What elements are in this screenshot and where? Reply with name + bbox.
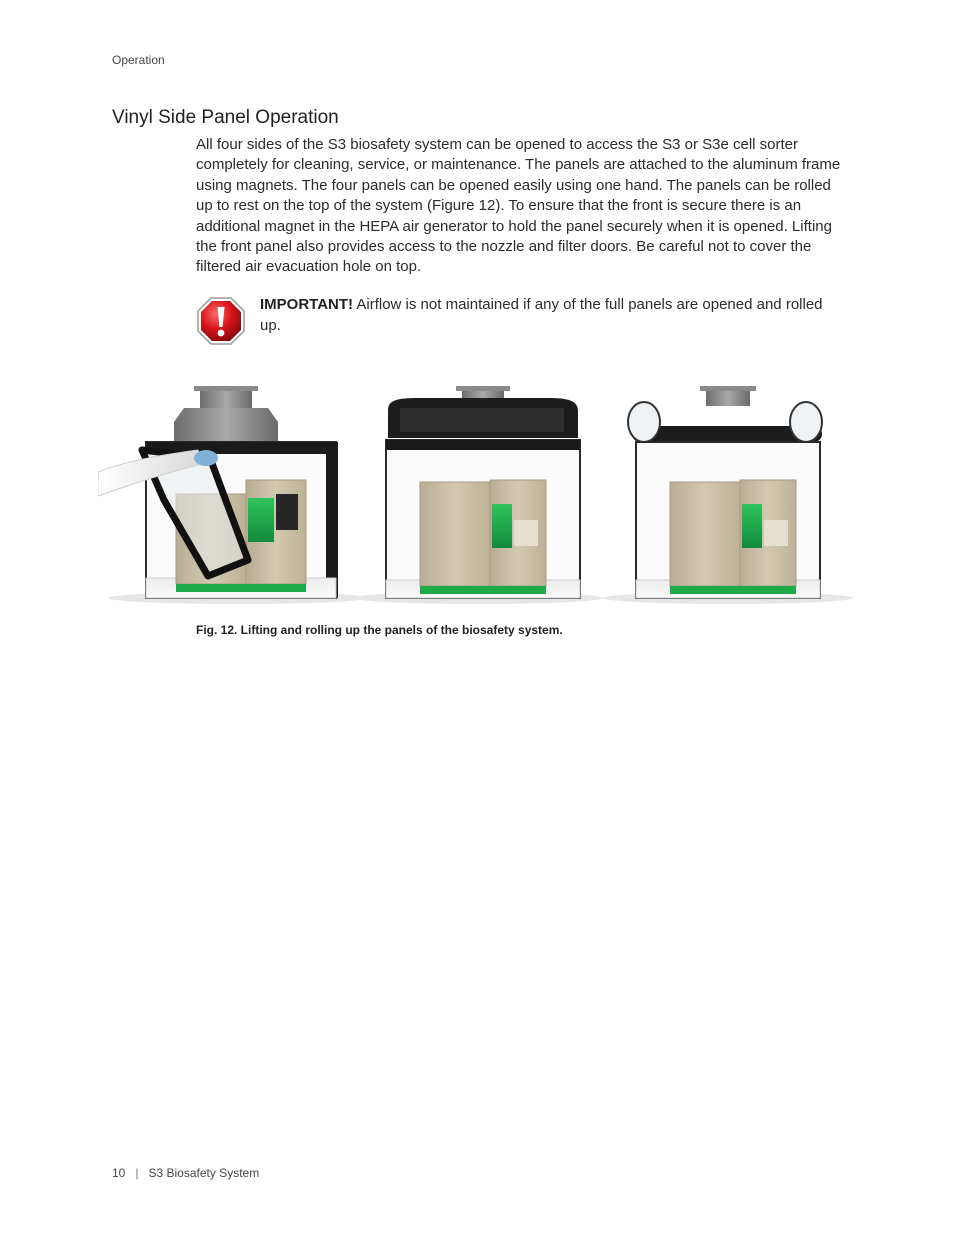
footer-document-title: S3 Biosafety System — [148, 1166, 260, 1180]
warning-exclamation-icon — [196, 296, 246, 346]
running-head: Operation — [112, 53, 165, 67]
figure-12 — [98, 380, 858, 606]
page-footer — [112, 1166, 259, 1180]
important-label: IMPORTANT! — [260, 296, 354, 313]
photo-panel-rolling-up — [353, 386, 603, 604]
important-note — [196, 294, 846, 348]
page-number: 10 — [112, 1166, 126, 1180]
important-message: Airflow is not maintained if any of the full panels are opened and rolled up. — [260, 296, 823, 334]
section-body: All four sides of the S3 biosafety system can be opened to access the S3 or S3e cell sorter completely for cleaning, service, or maintenance. The panels are attached to the aluminum frame using magnets. The four panels can be opened easily using one hand. The panels can be rolled up to rest on the top of the system (Figure 12). To ensure that the front is secure there is an additional magnet in the HEPA air generator to hold the panel securely when it is opened. Lifting the front panel also provides access to the nozzle and filter doors. Be careful not to cover the filtered air evacuation hole on top. — [196, 136, 841, 276]
photo-lifting-front-panel — [98, 386, 368, 604]
figure-caption: Fig. 12. Lifting and rolling up the panels of the biosafety system. — [196, 623, 563, 637]
section-title: Vinyl Side Panel Operation — [112, 107, 339, 128]
important-note-text — [260, 294, 845, 336]
footer-separator: | — [135, 1166, 139, 1180]
photo-panels-rolled-up — [603, 386, 853, 604]
figure-12-photos — [98, 380, 858, 606]
